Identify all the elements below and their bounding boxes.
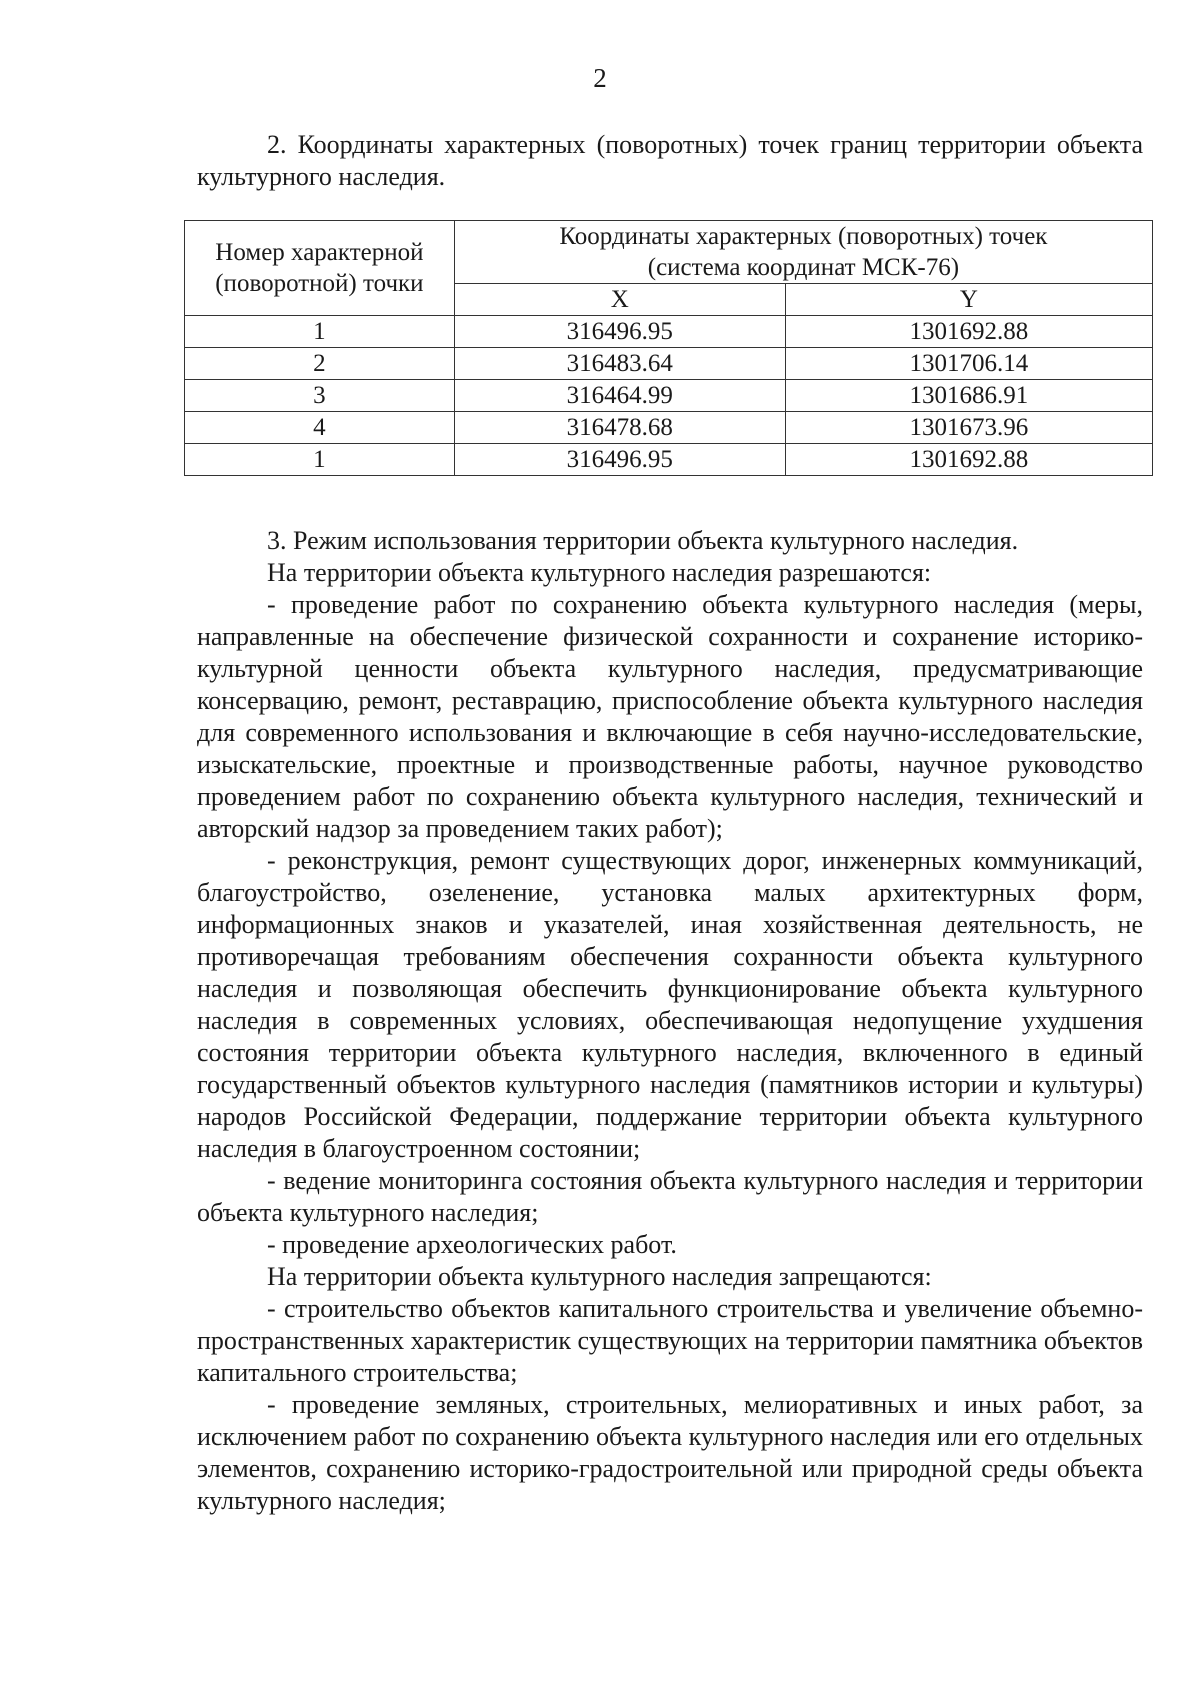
cell-x: 316496.95 — [454, 316, 785, 348]
header-coordinates-line2: (система координат МСК-76) — [647, 254, 960, 281]
cell-x: 316464.99 — [454, 380, 785, 412]
cell-x: 316496.95 — [454, 444, 785, 476]
allowed-item-4: - проведение археологических работ. — [267, 1230, 677, 1259]
cell-x: 316483.64 — [454, 348, 785, 380]
table-row — [185, 412, 1153, 444]
allowed-item-3: - ведение мониторинга состояния объекта культурного наследия и территории объекта культурного наследия; — [197, 1166, 1143, 1227]
cell-y: 1301706.14 — [785, 348, 1152, 380]
cell-y: 1301686.91 — [785, 380, 1152, 412]
prohibited-item-1: - строительство объектов капитального строительства и увеличение объемно-пространственных характеристик существующих на территории памятника объектов капитального строительства; — [197, 1294, 1143, 1387]
table-row — [185, 348, 1153, 380]
cell-y: 1301692.88 — [785, 444, 1152, 476]
coordinates-table — [184, 220, 1153, 476]
table-row — [185, 380, 1153, 412]
allowed-item-2: - реконструкция, ремонт существующих дорог, инженерных коммуникаций, благоустройство, озеленение, установка малых архитектурных форм, информационных знаков и указателей, иная хозяйственная деятельность, не противоречащая требованиям обеспечения сохранности объекта культурного наследия и позволяющая обеспечить функционирование объекта культурного наследия в современных условиях, обеспечивающая недопущение ухудшения состояния территории объекта культурного наследия, включенного в единый государственный объектов культурного наследия (памятников истории и культуры) народов Российской Федерации, поддержание территории объекта культурного наследия в благоустроенном состоянии; — [197, 846, 1143, 1163]
section-2-paragraph — [197, 129, 1143, 193]
section-3-heading: 3. Режим использования территории объекта культурного наследия. — [267, 526, 1019, 555]
cell-point-number: 4 — [185, 412, 455, 444]
cell-y: 1301692.88 — [785, 316, 1152, 348]
allowed-intro: На территории объекта культурного наследия разрешаются: — [267, 558, 932, 587]
header-coordinates — [454, 221, 1152, 284]
header-x: X — [454, 284, 785, 316]
cell-x: 316478.68 — [454, 412, 785, 444]
header-point-number: Номер характерной (поворотной) точки — [185, 221, 455, 316]
table-row — [185, 316, 1153, 348]
prohibited-item-2: - проведение земляных, строительных, мелиоративных и иных работ, за исключением работ по сохранению объекта культурного наследия или его отдельных элементов, сохранению историко-градостроительной или природной среды объекта культурного наследия; — [197, 1390, 1143, 1515]
allowed-item-1: - проведение работ по сохранению объекта культурного наследия (меры, направленные на обеспечение физической сохранности и сохранение историко-культурной ценности объекта культурного наследия, предусматривающие консервацию, ремонт, реставрацию, приспособление объекта культурного наследия для современного использования и включающие в себя научно-исследовательские, изыскательские, проектные и производственные работы, научное руководство проведением работ по сохранению объекта культурного наследия, технический и авторский надзор за проведением таких работ); — [197, 590, 1143, 843]
page-number: 2 — [593, 63, 607, 93]
cell-y: 1301673.96 — [785, 412, 1152, 444]
section-2-text: 2. Координаты характерных (поворотных) точек границ территории объекта культурного наследия. — [197, 130, 1143, 191]
cell-point-number: 3 — [185, 380, 455, 412]
header-y: Y — [785, 284, 1152, 316]
section-3 — [197, 525, 1143, 1517]
cell-point-number: 1 — [185, 316, 455, 348]
prohibited-intro: На территории объекта культурного наследия запрещаются: — [267, 1262, 932, 1291]
table-row — [185, 444, 1153, 476]
cell-point-number: 1 — [185, 444, 455, 476]
cell-point-number: 2 — [185, 348, 455, 380]
table-header-row — [185, 221, 1153, 284]
header-coordinates-line1: Координаты характерных (поворотных) точек — [559, 223, 1048, 250]
